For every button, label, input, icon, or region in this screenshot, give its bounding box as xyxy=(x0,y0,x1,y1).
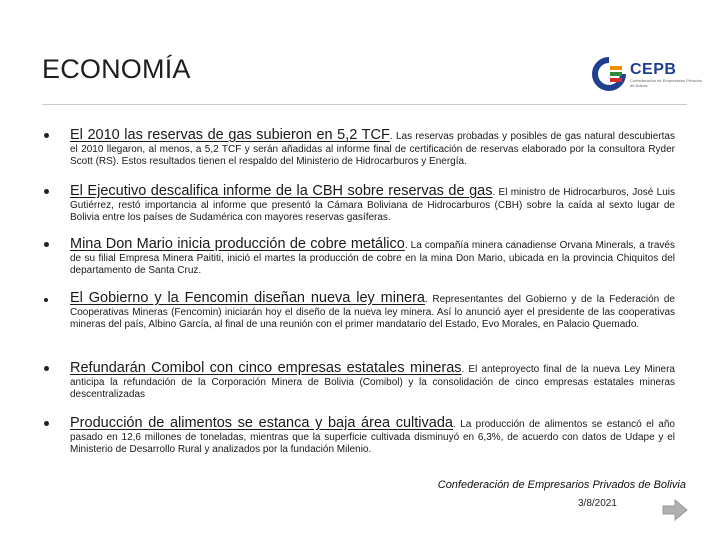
news-headline-link[interactable]: El Gobierno y la Fencomin diseñan nueva ley minera xyxy=(70,290,425,306)
bullet-icon xyxy=(44,421,49,426)
bullet-icon xyxy=(44,189,49,194)
news-text xyxy=(70,417,675,457)
news-body: . El ministro de Hidrocarburos, José Luis Gutiérrez, restó importancia al informe que presentó la Cámara Boliviana de Hidrocarburos (CBH) sobre la caída al sexto lugar de Bolivia entre los países de Sudamérica con mayores reservas gasíferas. xyxy=(70,187,675,223)
arrow-right-icon[interactable] xyxy=(662,499,688,521)
page-title: ECONOMÍA xyxy=(42,54,191,84)
news-headline-link[interactable]: El Ejecutivo descalifica informe de la CBH sobre reservas de gas xyxy=(70,183,493,199)
news-text xyxy=(70,185,675,225)
news-item xyxy=(70,292,675,332)
bullet-icon xyxy=(44,242,49,247)
news-item xyxy=(70,238,675,278)
bullet-icon xyxy=(44,133,49,138)
footer-date: 3/8/2021 xyxy=(578,498,617,509)
news-item xyxy=(70,417,675,457)
news-headline-link[interactable]: El 2010 las reservas de gas subieron en 5,2 TCF xyxy=(70,127,390,143)
news-headline-link[interactable]: Producción de alimentos se estanca y baja área cultivada xyxy=(70,415,453,431)
news-text xyxy=(70,292,675,332)
news-text xyxy=(70,129,675,169)
title-divider xyxy=(42,104,687,105)
news-headline-link[interactable]: Mina Don Mario inicia producción de cobre metálico xyxy=(70,236,405,252)
cepb-logo xyxy=(592,54,704,94)
news-body: . La producción de alimentos se estancó el año pasado en 12,6 millones de toneladas, mientras que la superficie cultivada disminuyó en 6,3%, de acuerdo con datos de Udape y el Ministerio de Desarrollo Rural y analizados por la fundación Milenio. xyxy=(70,419,675,455)
news-body: . La compañía minera canadiense Orvana Minerals, a través de su filial Empresa Minera Paititi, inició el martes la producción de cobre en la mina Don Mario, ubicada en la provincia Chiquitos del departamento de Santa Cruz. xyxy=(70,240,675,276)
news-text xyxy=(70,238,675,278)
news-item xyxy=(70,129,675,169)
logo-subtitle: Confederación de Empresarios Privados de Bolivia xyxy=(630,77,702,88)
cepb-logo-icon xyxy=(592,57,626,91)
bullet-icon xyxy=(44,298,48,302)
footer-organization: Confederación de Empresarios Privados de Bolivia xyxy=(437,479,686,491)
news-body: . Representantes del Gobierno y de la Federación de Cooperativas Mineras (Fencomin) iniciarán hoy el diseño de la nueva ley minera. Así lo anunció ayer el presidente de las cooperativas mineras del país, Albino García, al final de una reunión con el primer mandatario del Estado, Evo Morales, en Palacio Quemado. xyxy=(70,294,675,330)
bullet-icon xyxy=(44,366,49,371)
news-item xyxy=(70,185,675,225)
news-body: . El anteproyecto final de la nueva Ley Minera anticipa la refundación de la Corporación Minera de Bolivia (Comibol) y la consolidación de cinco empresas estatales mineras descentralizadas xyxy=(70,364,675,400)
news-body: . Las reservas probadas y posibles de gas natural descubiertas el 2010 llegaron, al menos, a 5,2 TCF y serán añadidas al informe final de certificación de reservas elaborado por la consultora Ryder Scott (RS). Estos resultados tienen el respaldo del Ministerio de Hidrocarburos y Energía. xyxy=(70,131,675,167)
logo-name: CEPB xyxy=(630,60,677,78)
news-item xyxy=(70,362,675,402)
news-headline-link[interactable]: Refundarán Comibol con cinco empresas estatales mineras xyxy=(70,360,462,376)
news-text xyxy=(70,362,675,402)
